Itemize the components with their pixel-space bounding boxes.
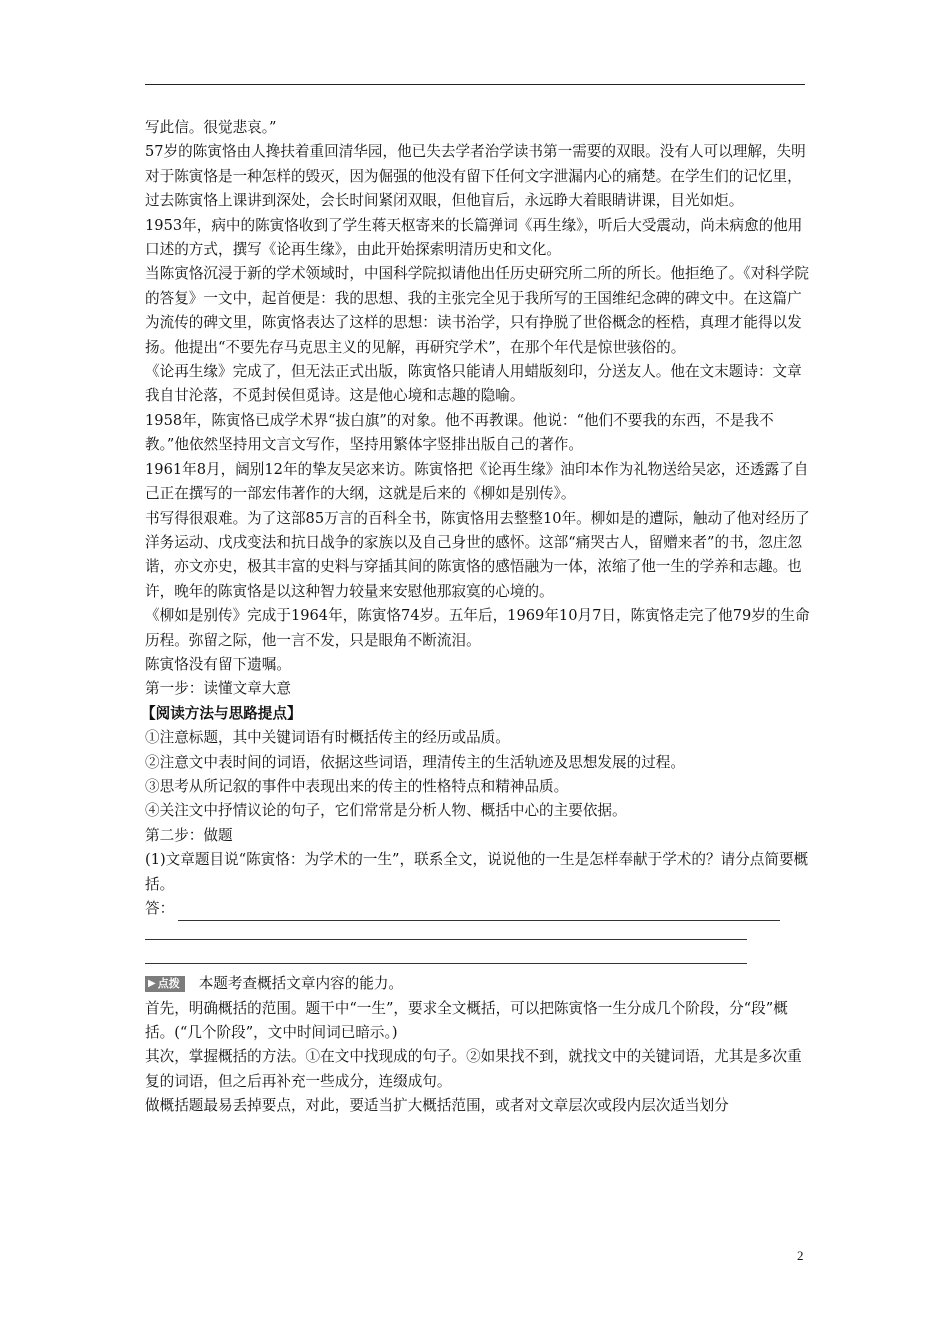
hint-badge — [145, 976, 185, 992]
paragraph: 57岁的陈寅恪由人搀扶着重回清华园，他已失去学者治学读书第一需要的双眼。没有人可以理解，失明对于陈寅恪是一种怎样的毁灭，因为倔强的他没有留下任何文字泄漏内心的痛楚。在学生们的记忆里，过去陈寅恪上课讲到深处，会长时间紧闭双眼，但他盲后，永远睁大着眼睛讲课，目光如炬。 — [145, 143, 806, 210]
method-item: ②注意文中表时间的词语，依据这些词语，理清传主的生活轨迹及思想发展的过程。 — [145, 753, 685, 771]
paragraph: 《柳如是别传》完成于1964年，陈寅恪74岁。五年后，1969年10月7日，陈寅恪走完了他79岁的生命历程。弥留之际，他一言不发，只是眼角不断流泪。 — [145, 607, 810, 649]
paragraph: 1958年，陈寅恪已成学术界“拔白旗”的对象。他不再教课。他说：“他们不要我的东西，不是我不教。”他依然坚持用文言文写作，坚持用繁体字竖排出版自己的著作。 — [145, 411, 774, 454]
method-item: ④关注文中抒情议论的句子，它们常常是分析人物、概括中心的主要依据。 — [145, 802, 627, 820]
hint-badge-label: 点拨 — [157, 977, 180, 991]
answer-label: 答： — [145, 899, 175, 917]
paragraph: 写此信。很觉悲哀。” — [145, 119, 277, 136]
step2-title: 第二步：做题 — [145, 826, 233, 844]
paragraph: 陈寅恪没有留下遗嘱。 — [145, 655, 291, 673]
answer-row — [145, 897, 815, 921]
document-body — [141, 116, 815, 1119]
hint-paragraph: 其次，掌握概括的方法。①在文中找现成的句子。②如果找不到，就找文中的关键词语，尤其是多次重复的词语，但之后再补充一些成分，连缀成句。 — [145, 1048, 802, 1090]
question-text: (1)文章题目说“陈寅恪：为学术的一生”，联系全文，说说他的一生是怎样奉献于学术的？请分点简要概括。 — [145, 851, 809, 893]
paragraph: 1961年8月，阔别12年的挚友吴宓来访。陈寅恪把《论再生缘》油印本作为礼物送给吴宓，还透露了自己正在撰写的一部宏伟著作的大纲，这就是后来的《柳如是别传》。 — [145, 460, 809, 503]
step1-title: 第一步：读懂文章大意 — [145, 680, 291, 698]
method-item: ①注意标题，其中关键词语有时概括传主的经历或品质。 — [145, 729, 510, 747]
hint-paragraph: 做概括题最易丢掉要点，对此，要适当扩大概括范围，或者对文章层次或段内层次适当划分 — [145, 1097, 729, 1115]
paragraph: 当陈寅恪沉浸于新的学术领域时，中国科学院拟请他出任历史研究所二所的所长。他拒绝了。《对科学院的答复》一文中，起首便是：我的思想、我的主张完全见于我所写的王国维纪念碑的碑文中。在这篇广为流传的碑文里，陈寅恪表达了这样的思想：读书治学，只有挣脱了世俗概念的桎梏，真理才能得以发扬。他提出“不要先存马克思主义的见解，再研究学术”，在那个年代是惊世骇俗的。 — [145, 265, 810, 356]
answer-blank-line[interactable] — [145, 946, 815, 970]
arrow-icon: ▶ — [148, 978, 156, 990]
page-number: 2 — [797, 1248, 804, 1263]
answer-blank-line[interactable] — [178, 906, 780, 921]
method-item: ③思考从所记叙的事件中表现出来的传主的性格特点和精神品质。 — [145, 777, 569, 795]
hint-paragraph: 首先，明确概括的范围。题干中“一生”，要求全文概括，可以把陈寅恪一生分成几个阶段，分“段”概括。(“几个阶段”，文中时间词已暗示。) — [145, 999, 788, 1041]
hint-intro: 本题考查概括文章内容的能力。 — [198, 975, 404, 993]
header-rule — [145, 84, 805, 85]
answer-blank-line[interactable] — [145, 921, 815, 945]
hint-row — [145, 972, 815, 996]
paragraph: 书写得很艰难。为了这部85万言的百科全书，陈寅恪用去整整10年。柳如是的遭际，触动了他对经历了洋务运动、戊戌变法和抗日战争的家族以及自己身世的感怀。这部“痛哭古人，留赠来者”的书，忽庄忽谐，亦文亦史，极其丰富的史料与穿插其间的陈寅恪的感悟融为一体，浓缩了他一生的学养和志趣。也许，晚年的陈寅恪是以这种智力较量来安慰他那寂寞的心境的。 — [145, 509, 810, 600]
paragraph: 《论再生缘》完成了，但无法正式出版，陈寅恪只能请人用蜡版刻印，分送友人。他在文末题诗：文章我自甘沦落，不觅封侯但觅诗。这是他心境和志趣的隐喻。 — [145, 363, 802, 405]
method-heading: 【阅读方法与思路提点】 — [141, 704, 302, 722]
paragraph: 1953年，病中的陈寅恪收到了学生蒋天枢寄来的长篇弹词《再生缘》，听后大受震动，尚未病愈的他用口述的方式，撰写《论再生缘》，由此开始探索明清历史和文化。 — [145, 216, 803, 259]
